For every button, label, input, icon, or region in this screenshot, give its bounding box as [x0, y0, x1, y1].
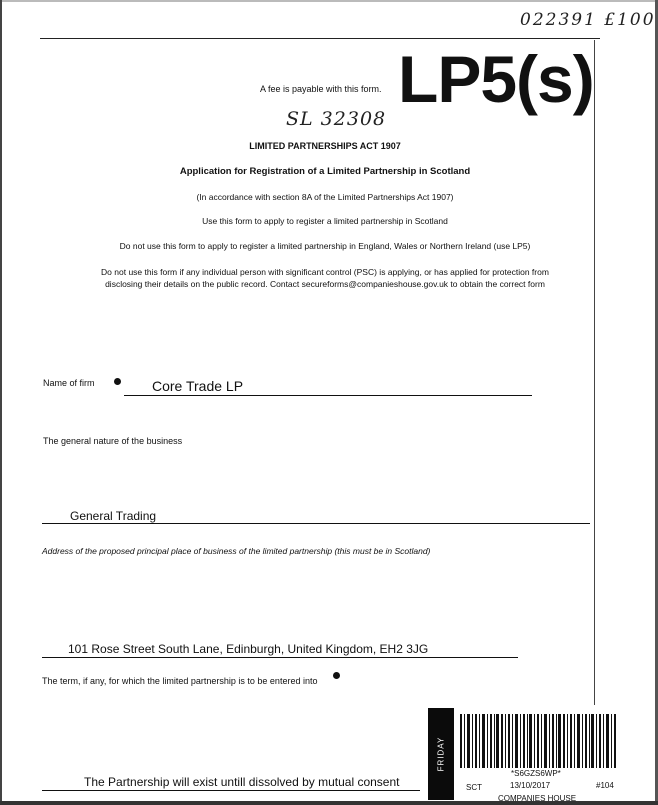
not-use-note-psc: Do not use this form if any individual person with significant control (PSC) is applying, or has applied for protection from disclosing their details on the public record. Contact secureforms@companieshouse.gov.uk to obtain the correct form [101, 267, 549, 289]
accordance-note: (In accordance with section 8A of the Limited Partnerships Act 1907) [196, 192, 454, 202]
stamp-office-name: COMPANIES HOUSE [498, 794, 577, 803]
use-note: Use this form to apply to register a limited partnership in Scotland [202, 216, 448, 226]
right-margin-rule [594, 40, 595, 705]
page-top-edge [0, 0, 658, 2]
not-use-note-england: Do not use this form to apply to register a limited partnership in England, Wales or Northern Ireland (use LP5) [119, 241, 531, 251]
form-code-title: LP5(s) [398, 42, 594, 116]
term-underline [42, 790, 420, 791]
barcode-code: *S6GZS6WP* [511, 769, 561, 778]
barcode-icon [460, 714, 618, 768]
stamp-day: FRIDAY [436, 736, 446, 772]
act-title: LIMITED PARTNERSHIPS ACT 1907 [249, 141, 401, 151]
term-label: The term, if any, for which the limited partnership is to be entered into [42, 676, 318, 686]
address-label: Address of the proposed principal place of business of the limited partnership (this must be in Scotland) [42, 546, 431, 556]
stamp-office-code: SCT [466, 783, 482, 792]
firm-name-underline [124, 395, 532, 396]
term-field[interactable]: The Partnership will exist untill dissolved by mutual consent [84, 775, 400, 789]
business-nature-underline [42, 523, 590, 524]
guidance-note-icon [333, 672, 340, 679]
firm-name-field[interactable]: Core Trade LP [152, 378, 244, 394]
address-field[interactable]: 101 Rose Street South Lane, Edinburgh, United Kingdom, EH2 3JG [68, 642, 429, 656]
address-underline [42, 657, 518, 658]
firm-name-label: Name of firm [43, 378, 95, 388]
page-left-edge [0, 0, 2, 805]
stamp-date: 13/10/2017 [510, 781, 551, 790]
handwritten-reference: 022391 £100 [520, 10, 656, 30]
top-rule [40, 38, 600, 39]
fee-note: A fee is payable with this form. [260, 84, 382, 94]
business-nature-field[interactable]: General Trading [70, 509, 157, 523]
handwritten-sl-number: SL 32308 [286, 108, 387, 130]
business-nature-label: The general nature of the business [43, 436, 183, 446]
guidance-note-icon [114, 378, 121, 385]
application-title: Application for Registration of a Limited Partnership in Scotland [179, 166, 471, 177]
stamp-number: #104 [596, 781, 614, 790]
